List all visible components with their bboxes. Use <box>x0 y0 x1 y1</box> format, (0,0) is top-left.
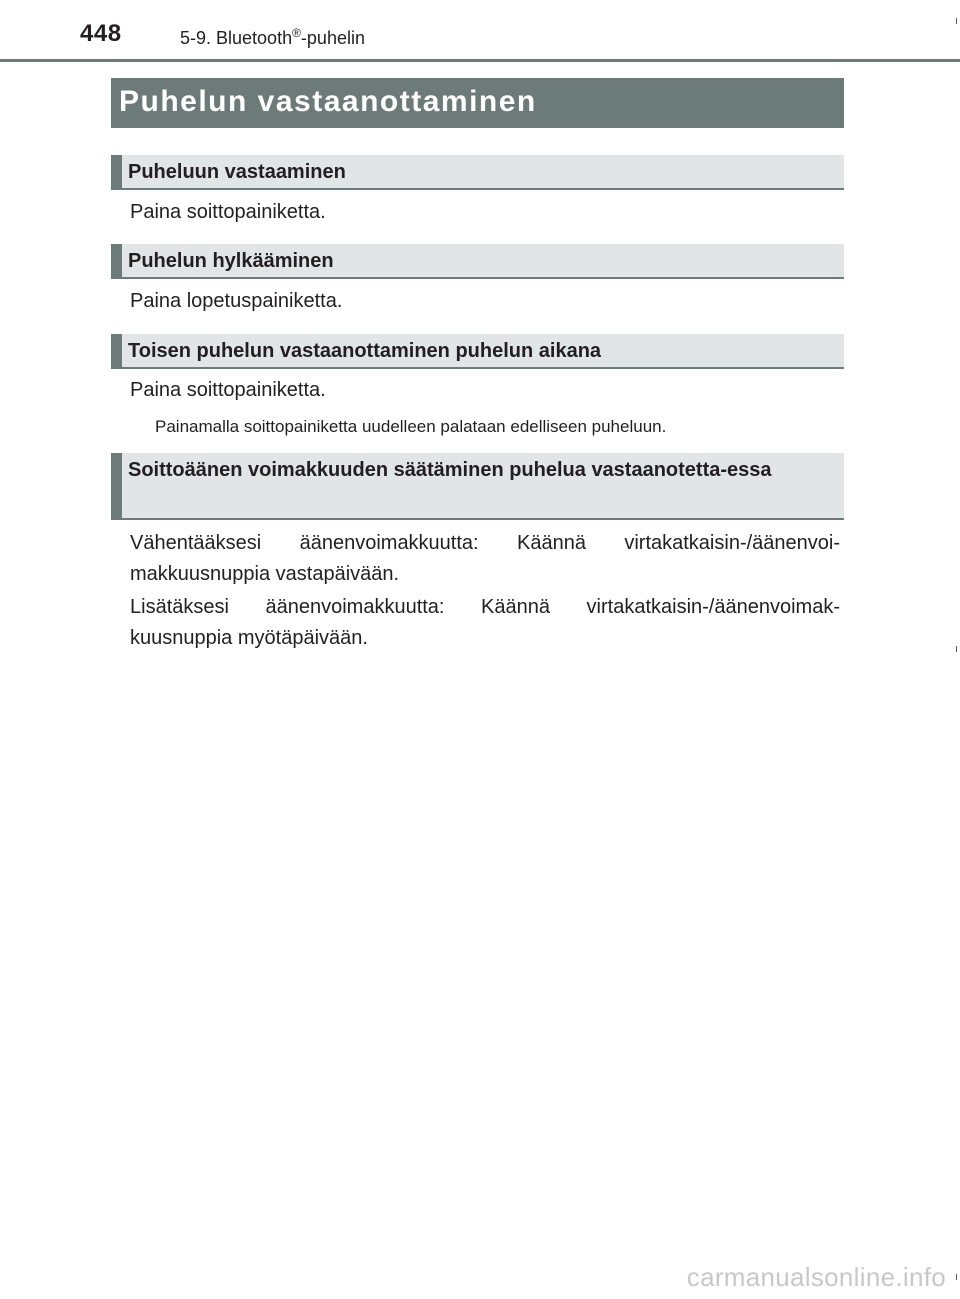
section-heading-second-call: Toisen puhelun vastaanottaminen puhelun aikana <box>111 334 844 369</box>
registered-mark: ® <box>292 26 301 40</box>
crop-mark-middle <box>956 646 957 652</box>
body-text-answer: Paina soittopainiketta. <box>130 201 326 223</box>
crop-mark-bottom <box>956 1274 957 1280</box>
section-heading-ringtone-volume: Soittoäänen voimakkuuden säätäminen puhelua vastaanotetta-essa <box>111 453 844 520</box>
page-number: 448 <box>80 20 122 47</box>
body-text-volume-increase: Lisätäksesi äänenvoimakkuutta: Käännä virtakatkaisin-/äänenvoimak-kuusnuppia myötäpäivään. <box>130 596 840 649</box>
body-text-volume-decrease: Vähentääksesi äänenvoimakkuutta: Käännä virtakatkaisin-/äänenvoi-makkuusnuppia vastapäivään. <box>130 532 840 585</box>
chapter-prefix: 5-9. Bluetooth <box>180 28 293 48</box>
body-text-reject: Paina lopetuspainiketta. <box>130 290 343 312</box>
section-heading-answer: Puheluun vastaaminen <box>111 155 844 190</box>
crop-mark-top <box>956 18 957 24</box>
chapter-suffix: -puhelin <box>300 28 365 48</box>
header-rule <box>0 59 960 62</box>
section-heading-reject: Puhelun hylkääminen <box>111 244 844 279</box>
chapter-title <box>180 28 365 49</box>
watermark: carmanualsonline.info <box>686 1262 946 1292</box>
body-text-second-call: Paina soittopainiketta. <box>130 379 326 401</box>
note-text-second-call: Painamalla soittopainiketta uudelleen palataan edelliseen puheluun. <box>155 417 667 436</box>
main-title: Puhelun vastaanottaminen <box>111 78 844 128</box>
